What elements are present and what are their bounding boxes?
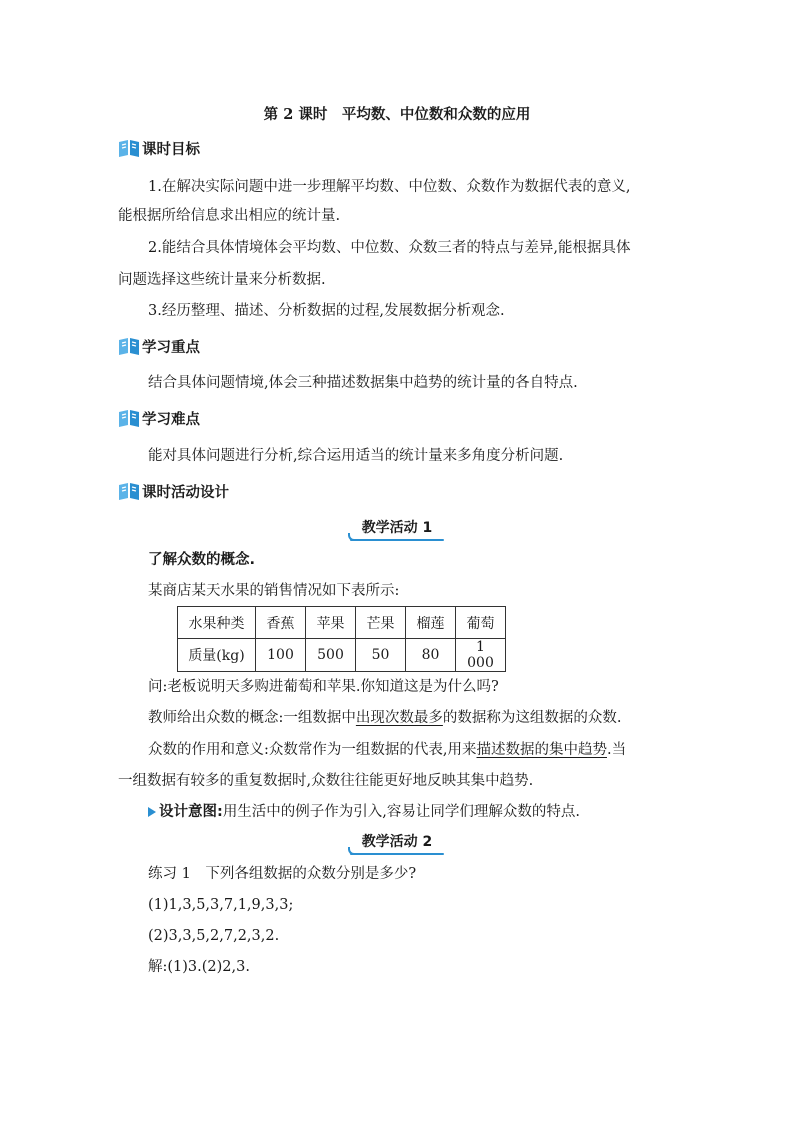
book-icon: [118, 481, 140, 501]
activity-1-intro: 某商店某天水果的销售情况如下表所示:: [148, 583, 400, 599]
design-intent-label: 设计意图:: [159, 804, 223, 820]
activity-2-label: 教学活动 2: [350, 831, 445, 855]
table-cell: 500: [306, 639, 356, 672]
table-cell: 1 000: [456, 639, 506, 672]
difficulty-text: 能对具体问题进行分析,综合运用适当的统计量来多角度分析问题.: [148, 448, 564, 464]
activity-1-question: 问:老板说明天多购进葡萄和苹果.你知道这是为什么吗?: [148, 679, 499, 695]
section-key-label: 学习重点: [142, 339, 200, 356]
activity-1-banner: [0, 517, 794, 541]
section-goals-header: [118, 137, 200, 159]
mode-definition-underlined: 出现次数最多: [355, 710, 443, 726]
table-cell: 苹果: [306, 607, 356, 639]
exercise-item-1: (1)1,3,5,3,7,1,9,3,3;: [148, 897, 294, 913]
fruit-sales-table: [177, 606, 506, 672]
goal-2-line-2: 问题选择这些统计量来分析数据.: [118, 272, 326, 288]
table-cell: 质量(kg): [178, 639, 256, 672]
table-cell: 50: [356, 639, 406, 672]
section-difficulty-label: 学习难点: [142, 411, 200, 428]
mode-role-line-1: [148, 740, 626, 760]
table-cell: 香蕉: [256, 607, 306, 639]
design-intent-text: 用生活中的例子作为引入,容易让同学们理解众数的特点.: [222, 804, 581, 820]
book-icon: [118, 408, 140, 428]
page-title: 第 2 课时 平均数、中位数和众数的应用: [263, 106, 531, 123]
section-goals-label: 课时目标: [142, 141, 200, 158]
book-icon: [118, 138, 140, 158]
exercise-item-2: (2)3,3,5,2,7,2,3,2.: [148, 928, 280, 944]
design-intent: [148, 802, 580, 822]
goal-3: 3.经历整理、描述、分析数据的过程,发展数据分析观念.: [148, 303, 505, 319]
table-cell: 水果种类: [178, 607, 256, 639]
table-row: [178, 639, 506, 672]
mode-definition: [148, 708, 622, 728]
exercise-1: 练习 1 下列各组数据的众数分别是多少?: [148, 866, 417, 882]
activity-2-banner: [0, 831, 794, 855]
book-icon: [118, 336, 140, 356]
mode-role-pre: 众数的作用和意义:众数常作为一组数据的代表,用来: [148, 742, 477, 758]
section-design-label: 课时活动设计: [142, 484, 229, 501]
table-row: [178, 607, 506, 639]
mode-role-post: .当: [607, 742, 627, 758]
table-cell: 100: [256, 639, 306, 672]
exercise-answer: 解:(1)3.(2)2,3.: [148, 959, 250, 975]
section-difficulty-header: [118, 407, 200, 429]
goal-1-line-2: 能根据所给信息求出相应的统计量.: [118, 208, 341, 224]
mode-role-underlined: 描述数据的集中趋势: [476, 742, 607, 758]
mode-definition-post: 的数据称为这组数据的众数.: [442, 710, 622, 726]
activity-1-heading: 了解众数的概念.: [148, 552, 256, 568]
activity-1-label: 教学活动 1: [350, 517, 445, 541]
mode-role-line-2: 一组数据有较多的重复数据时,众数往往能更好地反映其集中趋势.: [118, 773, 534, 789]
triangle-icon: [148, 807, 156, 817]
table-cell: 葡萄: [456, 607, 506, 639]
table-cell: 80: [406, 639, 456, 672]
table-cell: 榴莲: [406, 607, 456, 639]
mode-definition-pre: 教师给出众数的概念:一组数据中: [148, 710, 356, 726]
goal-2-line-1: 2.能结合具体情境体会平均数、中位数、众数三者的特点与差异,能根据具体: [148, 240, 631, 256]
table-cell: 芒果: [356, 607, 406, 639]
goal-1-line-1: 1.在解决实际问题中进一步理解平均数、中位数、众数作为数据代表的意义,: [148, 179, 631, 195]
section-key-header: [118, 335, 200, 357]
key-text: 结合具体问题情境,体会三种描述数据集中趋势的统计量的各自特点.: [148, 375, 578, 391]
section-design-header: [118, 480, 229, 502]
